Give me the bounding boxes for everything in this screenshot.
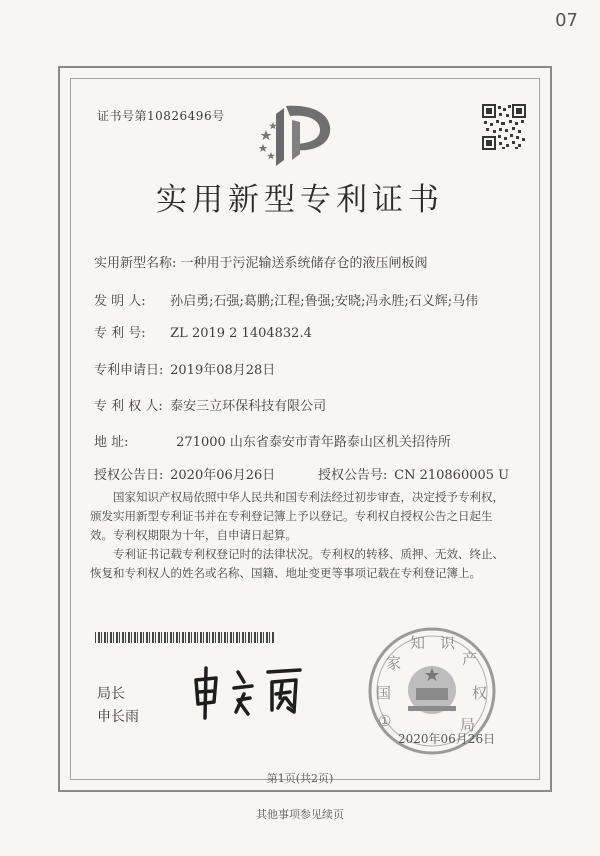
inventor-value: 孙启勇;石强;葛鹏;江程;鲁强;安晓;冯永胜;石义辉;马伟 — [170, 294, 479, 309]
address-value: 271000 山东省泰安市青年路泰山区机关招待所 — [176, 435, 451, 450]
inventor-row — [94, 290, 478, 309]
address-label: 地 址: — [94, 435, 129, 450]
patent-number-label: 专 利 号: — [94, 326, 146, 341]
page-number: 第1页(共2页) — [266, 772, 334, 785]
inventor-label: 发 明 人: — [94, 294, 146, 309]
filing-date-row — [94, 359, 275, 378]
svg-text:产: 产 — [462, 650, 478, 668]
grant-date-row — [94, 464, 275, 483]
grant-statement-paragraph: 国家知识产权局依照中华人民共和国专利法经过初步审查，决定授予专利权，颁发实用新型专利证书并在专利登记簿上予以登记。专利权自授权公告之日起生效。专利权期限为十年，自申请日起算。 — [90, 490, 504, 542]
svg-text:①: ① — [378, 712, 392, 730]
utility-model-name-label: 实用新型名称: — [94, 256, 177, 271]
address-row — [94, 431, 451, 450]
director-signature — [192, 664, 312, 720]
patentee-value: 泰安三立环保科技有限公司 — [170, 399, 327, 414]
patent-number-value: ZL 2019 2 1404832.4 — [170, 326, 312, 341]
svg-text:局: 局 — [460, 716, 476, 734]
qr-code-icon — [482, 104, 526, 150]
seal-date: 2020年06月26日 — [398, 732, 496, 746]
barcode-icon — [95, 632, 275, 643]
svg-text:知: 知 — [410, 634, 426, 652]
patentee-label: 专 利 权 人: — [94, 399, 163, 414]
utility-model-name-value: 一种用于污泥输送系统储存仓的液压闸板阀 — [180, 256, 428, 271]
svg-text:识: 识 — [440, 634, 456, 652]
patentee-row — [94, 395, 326, 414]
grant-date-label: 授权公告日: — [94, 468, 164, 483]
certificate-title: 实用新型专利证书 — [156, 182, 444, 218]
cnipa-logo-icon — [256, 100, 346, 172]
filing-date-label: 专利申请日: — [94, 363, 164, 378]
certificate-number: 证书号第10826496号 — [97, 109, 225, 123]
grant-number-label: 授权公告号: — [318, 468, 388, 483]
utility-model-name-row — [94, 252, 428, 271]
svg-text:权: 权 — [472, 684, 488, 702]
filing-date-value: 2019年08月28日 — [170, 363, 276, 378]
grant-number-row — [318, 464, 509, 483]
svg-text:家: 家 — [386, 654, 402, 672]
grant-date-value: 2020年06月26日 — [170, 468, 276, 483]
director-title: 局长 — [97, 686, 125, 702]
footer-note: 其他事项参见续页 — [256, 808, 344, 821]
handwritten-page-mark: 07 — [555, 10, 578, 31]
patent-number-row — [94, 322, 312, 341]
director-name: 申长雨 — [97, 709, 139, 725]
legal-status-paragraph: 专利证书记载专利权登记时的法律状况。专利权的转移、质押、无效、终止、恢复和专利权人的姓名或名称、国籍、地址变更等事项记载在专利登记簿上。 — [90, 547, 504, 580]
svg-text:国: 国 — [376, 684, 392, 702]
grant-number-value: CN 210860005 U — [394, 468, 510, 483]
